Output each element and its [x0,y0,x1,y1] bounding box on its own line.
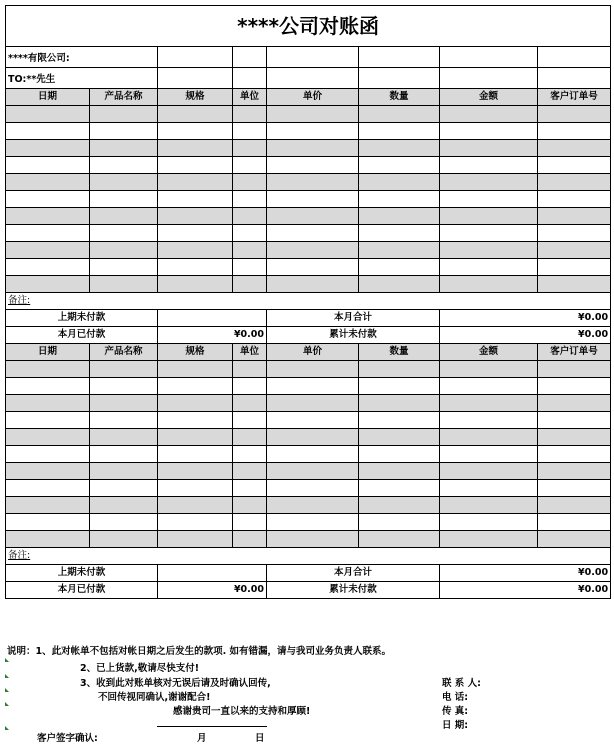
header-price: 单价 [267,89,359,106]
month-total-label: 本月合计 [267,310,440,327]
cumulative-unpaid-value: ¥0.00 [440,582,611,599]
header-quantity: 数量 [359,89,440,106]
header-product: 产品名称 [90,89,158,106]
table-row[interactable] [6,140,611,157]
table-row[interactable] [6,514,611,531]
table-row[interactable] [6,446,611,463]
table-row[interactable] [6,429,611,446]
table-row[interactable] [6,412,611,429]
prev-unpaid-label: 上期未付款 [6,310,158,327]
note-line-1: 说明：1、此对帐单不包括对帐日期之后发生的款项. 如有错漏，请与我司业务负责人联系。 [7,646,392,657]
header-order-no: 客户订单号 [538,89,611,106]
header-price: 单价 [267,344,359,361]
cumulative-unpaid-value: ¥0.00 [440,327,611,344]
header-spec: 规格 [158,344,233,361]
header-date: 日期 [6,344,90,361]
table-row[interactable] [6,174,611,191]
month-paid-label: 本月已付款 [6,327,158,344]
date-label: 日 期: [442,720,469,731]
table-row[interactable] [6,463,611,480]
month-paid-label: 本月已付款 [6,582,158,599]
phone-label: 电 话: [442,692,469,703]
table-header-row [6,344,611,361]
note-line-4: 不回传视同确认,谢谢配合! [98,692,211,703]
document-title: ****公司对账函 [6,6,611,47]
signature-label: 客户签字确认: [37,733,98,744]
cell-marker-icon [5,674,9,678]
month-paid-value: ¥0.00 [158,327,267,344]
statement-sheet [5,5,610,599]
table-row[interactable] [6,378,611,395]
header-amount: 金额 [440,89,538,106]
signature-line [157,726,267,727]
cumulative-unpaid-label: 累计未付款 [267,582,440,599]
signature-month: 月 [197,733,207,744]
prev-unpaid-label: 上期未付款 [6,565,158,582]
remark-label: 备注: [6,548,611,565]
table-row[interactable] [6,480,611,497]
table-header-row [6,89,611,106]
notes-section [5,640,610,750]
note-line-5: 感谢贵司一直以来的支持和厚顾! [173,706,311,717]
table-row[interactable] [6,157,611,174]
header-spec: 规格 [158,89,233,106]
company-name: ****有限公司: [6,47,158,68]
recipient-name: TO:**先生 [6,68,158,89]
month-total-value: ¥0.00 [440,565,611,582]
cell-marker-icon [5,726,9,730]
table-row[interactable] [6,395,611,412]
table-row[interactable] [6,276,611,293]
month-paid-value: ¥0.00 [158,582,267,599]
contact-label: 联 系 人: [442,678,481,689]
cell-marker-icon [5,702,9,706]
month-total-value: ¥0.00 [440,310,611,327]
note-line-3: 3、收到此对账单核对无误后请及时确认回传, [80,678,271,689]
table-row[interactable] [6,208,611,225]
header-quantity: 数量 [359,344,440,361]
table-row[interactable] [6,531,611,548]
table-row[interactable] [6,361,611,378]
table-row[interactable] [6,123,611,140]
cell-marker-icon [5,688,9,692]
table-row[interactable] [6,225,611,242]
statement-table [5,5,611,599]
remark-label: 备注: [6,293,611,310]
table-row[interactable] [6,497,611,514]
header-amount: 金额 [440,344,538,361]
table-row[interactable] [6,242,611,259]
header-product: 产品名称 [90,344,158,361]
fax-label: 传 真: [442,706,469,717]
table-row[interactable] [6,259,611,276]
header-order-no: 客户订单号 [538,344,611,361]
table-row[interactable] [6,106,611,123]
header-date: 日期 [6,89,90,106]
cell-marker-icon [5,658,9,662]
signature-day: 日 [255,733,265,744]
note-line-2: 2、已上货款,敬请尽快支付! [80,663,200,674]
table-row[interactable] [6,191,611,208]
cumulative-unpaid-label: 累计未付款 [267,327,440,344]
month-total-label: 本月合计 [267,565,440,582]
header-unit: 单位 [233,89,267,106]
header-unit: 单位 [233,344,267,361]
